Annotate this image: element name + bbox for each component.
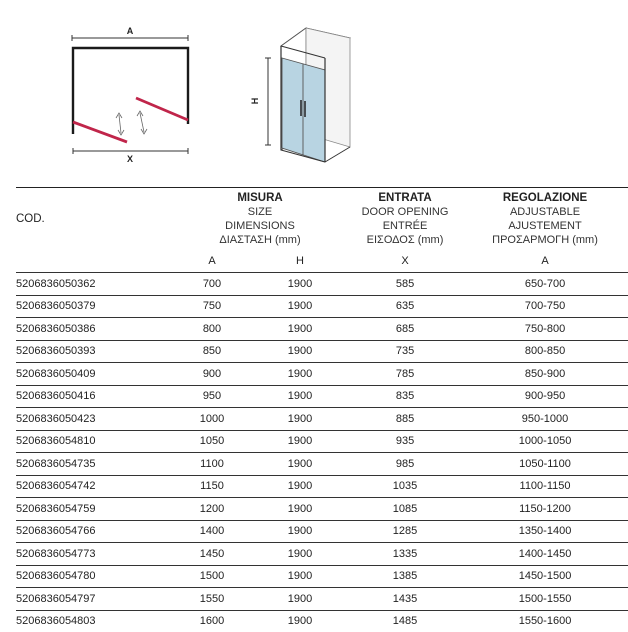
- width-a-cell: 700: [172, 273, 252, 296]
- table-row: [16, 408, 628, 431]
- adjustment-range-cell: 1350-1400: [462, 520, 628, 543]
- product-code-cell: 5206836054810: [16, 430, 172, 453]
- adjustment-range-cell: 850-900: [462, 363, 628, 386]
- subheader-x: X: [348, 250, 462, 273]
- subheader-empty: [16, 250, 172, 273]
- opening-x-cell: 585: [348, 273, 462, 296]
- adjustment-range-cell: 1500-1550: [462, 588, 628, 611]
- height-h-cell: 1900: [252, 588, 348, 611]
- adjustment-range-cell: 1150-1200: [462, 498, 628, 521]
- table-row: [16, 385, 628, 408]
- table-row: [16, 340, 628, 363]
- opening-x-cell: 785: [348, 363, 462, 386]
- table-subheader-row: [16, 250, 628, 273]
- width-a-cell: 800: [172, 318, 252, 341]
- opening-header-title: ENTRATA: [348, 191, 462, 205]
- height-h-cell: 1900: [252, 385, 348, 408]
- opening-x-cell: 985: [348, 453, 462, 476]
- height-h-cell: 1900: [252, 408, 348, 431]
- product-code-cell: 5206836050409: [16, 363, 172, 386]
- product-code-cell: 5206836054735: [16, 453, 172, 476]
- product-code-cell: 5206836050386: [16, 318, 172, 341]
- product-code-cell: 5206836050393: [16, 340, 172, 363]
- adjustment-range-cell: 800-850: [462, 340, 628, 363]
- table-row: [16, 475, 628, 498]
- opening-x-cell: 1435: [348, 588, 462, 611]
- opening-x-cell: 1035: [348, 475, 462, 498]
- adjust-header-line: AJUSTEMENT: [462, 219, 628, 233]
- opening-x-cell: 1485: [348, 610, 462, 632]
- height-h-cell: 1900: [252, 520, 348, 543]
- adjust-header-line: ADJUSTABLE: [462, 205, 628, 219]
- height-h-cell: 1900: [252, 363, 348, 386]
- height-h-cell: 1900: [252, 565, 348, 588]
- product-code-cell: 5206836050362: [16, 273, 172, 296]
- adjustment-range-cell: 950-1000: [462, 408, 628, 431]
- adjustment-range-cell: 1050-1100: [462, 453, 628, 476]
- width-a-cell: 1550: [172, 588, 252, 611]
- plan-label-a: A: [127, 26, 134, 36]
- height-h-cell: 1900: [252, 295, 348, 318]
- plan-view-diagram: [72, 26, 188, 164]
- adjustment-range-cell: 750-800: [462, 318, 628, 341]
- adjustment-range-cell: 650-700: [462, 273, 628, 296]
- width-a-cell: 1050: [172, 430, 252, 453]
- product-code-cell: 5206836050379: [16, 295, 172, 318]
- size-header-line: SIZE: [172, 205, 348, 219]
- table-row: [16, 588, 628, 611]
- width-a-cell: 950: [172, 385, 252, 408]
- opening-x-cell: 885: [348, 408, 462, 431]
- width-a-cell: 1500: [172, 565, 252, 588]
- opening-x-cell: 1285: [348, 520, 462, 543]
- adjust-header-title: REGOLAZIONE: [462, 191, 628, 205]
- height-h-cell: 1900: [252, 273, 348, 296]
- table-row: [16, 363, 628, 386]
- height-h-cell: 1900: [252, 318, 348, 341]
- specifications-table: [16, 187, 628, 632]
- opening-x-cell: 1335: [348, 543, 462, 566]
- height-label-h: H: [250, 98, 260, 105]
- opening-header-line: ENTRÉE: [348, 219, 462, 233]
- width-a-cell: 900: [172, 363, 252, 386]
- product-code-cell: 5206836050423: [16, 408, 172, 431]
- height-h-cell: 1900: [252, 340, 348, 363]
- opening-x-cell: 685: [348, 318, 462, 341]
- table-row: [16, 273, 628, 296]
- width-a-cell: 750: [172, 295, 252, 318]
- size-header: [172, 188, 348, 251]
- adjustment-range-cell: 1550-1600: [462, 610, 628, 632]
- adjustment-range-cell: 700-750: [462, 295, 628, 318]
- subheader-a: A: [172, 250, 252, 273]
- table-row: [16, 543, 628, 566]
- height-h-cell: 1900: [252, 430, 348, 453]
- product-code-cell: 5206836054797: [16, 588, 172, 611]
- size-header-line: ΔΙΑΣΤΑΣΗ (mm): [172, 233, 348, 247]
- opening-header: [348, 188, 462, 251]
- product-diagrams: [0, 0, 628, 185]
- adjustment-range-cell: 1000-1050: [462, 430, 628, 453]
- height-h-cell: 1900: [252, 475, 348, 498]
- opening-x-cell: 735: [348, 340, 462, 363]
- height-h-cell: 1900: [252, 610, 348, 632]
- product-code-cell: 5206836054780: [16, 565, 172, 588]
- adjust-header-line: ΠΡΟΣΑΡΜΟΓΗ (mm): [462, 233, 628, 247]
- product-code-cell: 5206836054773: [16, 543, 172, 566]
- size-header-line: DIMENSIONS: [172, 219, 348, 233]
- product-code-cell: 5206836054766: [16, 520, 172, 543]
- width-a-cell: 1100: [172, 453, 252, 476]
- product-code-cell: 5206836054803: [16, 610, 172, 632]
- width-a-cell: 1400: [172, 520, 252, 543]
- height-h-cell: 1900: [252, 498, 348, 521]
- table-body: [16, 188, 628, 632]
- product-code-cell: 5206836054742: [16, 475, 172, 498]
- adjust-header: [462, 188, 628, 251]
- table-header-row: [16, 188, 628, 251]
- product-code-cell: 5206836054759: [16, 498, 172, 521]
- opening-x-cell: 635: [348, 295, 462, 318]
- height-h-cell: 1900: [252, 453, 348, 476]
- table-row: [16, 295, 628, 318]
- subheader-h: H: [252, 250, 348, 273]
- table-row: [16, 520, 628, 543]
- adjustment-range-cell: 1100-1150: [462, 475, 628, 498]
- width-a-cell: 1450: [172, 543, 252, 566]
- width-a-cell: 1150: [172, 475, 252, 498]
- table-row: [16, 430, 628, 453]
- table-row: [16, 318, 628, 341]
- opening-x-cell: 935: [348, 430, 462, 453]
- table-row: [16, 565, 628, 588]
- height-h-cell: 1900: [252, 543, 348, 566]
- cod-header: COD.: [16, 188, 172, 251]
- table-row: [16, 453, 628, 476]
- opening-header-line: DOOR OPENING: [348, 205, 462, 219]
- plan-label-x: X: [127, 154, 133, 164]
- opening-x-cell: 1085: [348, 498, 462, 521]
- size-header-title: MISURA: [172, 191, 348, 205]
- width-a-cell: 850: [172, 340, 252, 363]
- opening-x-cell: 1385: [348, 565, 462, 588]
- product-code-cell: 5206836050416: [16, 385, 172, 408]
- table-row: [16, 610, 628, 632]
- opening-x-cell: 835: [348, 385, 462, 408]
- table-row: [16, 498, 628, 521]
- opening-header-line: ΕΙΣΟΔΟΣ (mm): [348, 233, 462, 247]
- width-a-cell: 1000: [172, 408, 252, 431]
- adjustment-range-cell: 1450-1500: [462, 565, 628, 588]
- adjustment-range-cell: 900-950: [462, 385, 628, 408]
- enclosure-3d-diagram: [250, 28, 350, 162]
- width-a-cell: 1200: [172, 498, 252, 521]
- adjustment-range-cell: 1400-1450: [462, 543, 628, 566]
- width-a-cell: 1600: [172, 610, 252, 632]
- subheader-adjust-a: A: [462, 250, 628, 273]
